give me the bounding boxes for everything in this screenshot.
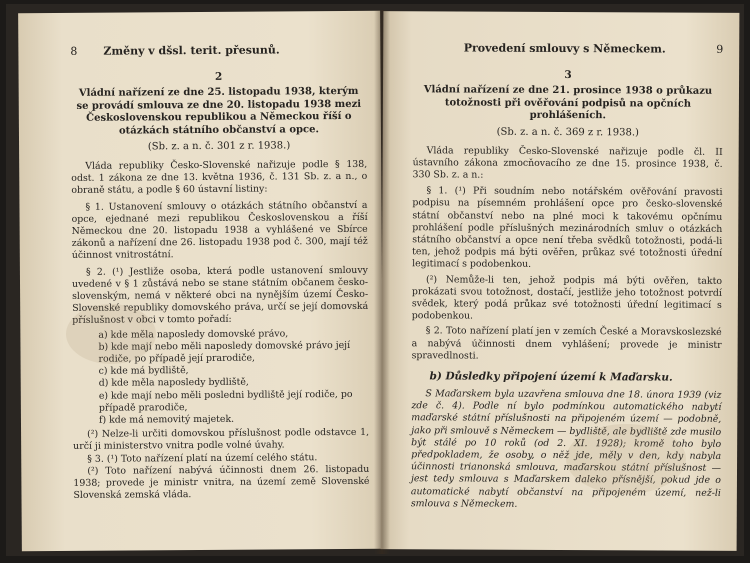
paper-stain	[566, 424, 686, 494]
left-page-number: 8	[70, 44, 78, 58]
left-running-head: Změny v dšsl. terit. přesunů.	[103, 43, 280, 58]
right-paragraph-2: (²) Nemůže-li ten, jehož podpis má býti ověřen, takto prokázati svou totožnost, dostačí, jestliže jeho totožnost potvrdí svědek, který podá průkaz své totožnosti úřední legitimací s podobenkou.	[411, 273, 723, 322]
left-paragraph-3: (²) Nelze-li určiti domovskou příslušnost podle odstavce 1, určí ji ministerstvo vnitra podle volné úvahy.	[73, 427, 370, 453]
right-section-number: 3	[564, 69, 572, 82]
left-reference: (Sb. z. a n. č. 301 z r. 1938.)	[147, 140, 291, 153]
left-paragraph-1: § 1. Ustanovení smlouvy o otázkách státního občanství a opce, ejednané mezi republikou Československou a říší Německou dne 20. listopadu 1938 a vyhlášené ve Sbírce zákonů a nařízení dne 26. listopadu 1938 pod č. 300, mají též účinnost vnitrostátní.	[71, 199, 368, 262]
right-running-header	[413, 41, 723, 56]
book-gutter	[374, 10, 390, 554]
right-preamble: Vláda republiky Česko-Slovenské nařizuje podle čl. II ústavního zákona zmocňovacího ze dne 15. prosince 1938, č. 330 Sb. z. a n.:	[412, 144, 723, 181]
right-reference: (Sb. z. a n. č. 369 z r. 1938.)	[496, 126, 639, 138]
right-running-head: Provedení smlouvy s Německem.	[463, 41, 666, 56]
right-italic-text: S Maďarskem byla uzavřena smlouva dne 18. února 1939 (viz zde č. 4). Podle ní bylo podmínkou automatického nabytí maďarské státní příslušnosti na připojeném území — podobně, jako při smlouvě s Německem — bydliště, ale bydliště zde musilo být stálé po 10 roků (od 2. XI. 1928); kromě toho bylo předpokladem, že osoby, o něž jde, měly v den, kdy nabyla účinnosti trianonská smlouva, maďarskou státní příslušnost — jest tedy smlouva s Maďarskem daleko přísnější, pokud jde o automatické nabytí občanství na připojeném území, než-li smlouva s Německem.	[410, 388, 722, 510]
open-book	[6, 4, 744, 556]
list-item: d) kde měla naposledy bydliště,	[98, 377, 249, 390]
right-page	[381, 11, 740, 551]
list-item: b) kde mají nebo měli naposledy domovské právo její rodiče, po případě její prarodiče,	[98, 339, 351, 365]
paper-stain	[66, 304, 156, 364]
right-subheading: b) Důsledky připojení území k Maďarsku.	[429, 370, 673, 384]
right-paragraph-1: § 1. (¹) Při soudním nebo notářském ověřování pravosti podpisu na písemném prohlášení opce pro česko-slovenské státní občanství nebo na plné moci k takovému opčnímu prohlášení podle příslušných mezinárodních smluv o otázkách státního občanství a opce není třeba svědků totožnosti, podá-li ten, jehož podpis má býti ověřen, průkaz své totožnosti úřední legitimací s podobenkou.	[412, 185, 723, 271]
list-item: a) kde měla naposledy domovské právo,	[98, 328, 289, 341]
right-paragraph-3: § 2. Toto nařízení platí jen v zemích České a Moravskoslezské a nabývá účinnosti dnem vyhlášení; provede je ministr spravedlnosti.	[411, 325, 722, 362]
list-item: f) kde má nemovitý majetek.	[98, 413, 235, 426]
list-item: e) kde mají nebo měli posledni bydliště její rodiče, po případě prarodiče,	[98, 388, 353, 414]
left-paragraph-5: (²) Toto nařízení nabývá účinnosti dnem 26. listopadu 1938; provede je ministr vnitra, na území země Slovenské Slovenská zemská vláda.	[73, 463, 370, 502]
list-item: c) kde má bydliště,	[98, 365, 189, 377]
left-page	[18, 11, 384, 552]
left-paragraph-2: § 2. (¹) Jestliže osoba, která podle ustanovení smlouvy uvedené v § 1 zůstává nebo se stane státním občanem česko-slovenským, nemá v některé obci na nynějším území Česko-Slovenské republiky domovského práva, určí se její domovská příslušnost v obci v tomto pořadí:	[71, 264, 369, 327]
right-section-title: Vládní nařízení ze dne 21. prosince 1938 o průkazu totožnosti při ověřování podpisů na opčních prohlášeních.	[423, 84, 713, 122]
left-paragraph-4: § 3. (¹) Toto nařízení platí na území celého státu.	[87, 451, 318, 465]
right-page-number: 9	[716, 42, 724, 56]
left-section-number: 2	[214, 70, 223, 83]
left-running-header	[70, 43, 366, 58]
left-preamble: Vláda republiky Česko-Slovenské nařizuje podle § 138, odst. 1 zákona ze dne 13. května 1936, č. 131 Sb. z. a n., o obraně státu, a podle § 60 ústavní listiny:	[71, 158, 368, 197]
left-section-title: Vládní nařízení ze dne 25. listopadu 1938, kterým se provádí smlouva ze dne 20. listopadu 1938 mezi Československou republikou a Německou říší o otázkách státního občanství a opce.	[76, 85, 362, 137]
